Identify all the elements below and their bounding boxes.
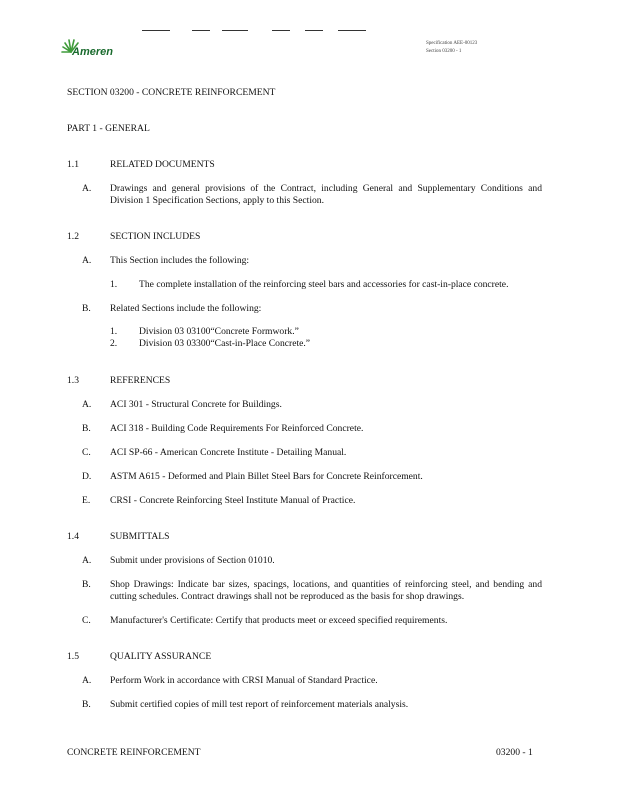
paragraph-letter: B.	[82, 303, 91, 314]
footer-title: CONCRETE REINFORCEMENT	[67, 747, 201, 758]
paragraph-text: Submit certified copies of mill test report of reinforcement materials analysis.	[110, 699, 409, 710]
header-rule	[305, 30, 323, 31]
header-rule	[222, 30, 248, 31]
header-rule	[338, 30, 366, 31]
spec-section-page: Section 03200 - 1	[426, 49, 462, 54]
reference-text: ACI SP-66 - American Concrete Institute - Detailing Manual.	[110, 447, 347, 458]
paragraph-text: Drawings and general provisions of the Contract, including General and Supplementary Conditions and Division 1 Specification Sections, apply to this Section.	[110, 183, 542, 206]
article-title: REFERENCES	[110, 375, 171, 386]
paragraph-letter: B.	[82, 423, 91, 434]
paragraph-text: Manufacturer's Certificate: Certify that products meet or exceed specified requirements.	[110, 615, 448, 626]
paragraph-text: Perform Work in accordance with CRSI Manual of Standard Practice.	[110, 675, 378, 686]
part-heading: PART 1 - GENERAL	[67, 123, 150, 134]
paragraph-letter: A.	[82, 255, 92, 266]
reference-text: ASTM A615 - Deformed and Plain Billet Steel Bars for Concrete Reinforcement.	[110, 471, 423, 482]
paragraph-letter: A.	[82, 183, 92, 194]
subparagraph-text: Division 03 03300“Cast-in-Place Concrete.”	[139, 338, 311, 349]
header-rule	[272, 30, 290, 31]
header-rule	[192, 30, 210, 31]
subparagraph-number: 1.	[110, 326, 118, 337]
article-number: 1.5	[67, 651, 79, 662]
paragraph-text: Submit under provisions of Section 01010.	[110, 555, 275, 566]
paragraph-letter: C.	[82, 447, 91, 458]
article-number: 1.1	[67, 159, 79, 170]
paragraph-letter: A.	[82, 675, 92, 686]
logo-text: Ameren	[72, 46, 113, 58]
article-number: 1.4	[67, 531, 79, 542]
subparagraph-number: 2.	[110, 338, 118, 349]
section-title: SECTION 03200 - CONCRETE REINFORCEMENT	[67, 87, 276, 98]
header-rule	[142, 30, 170, 31]
paragraph-letter: A.	[82, 399, 92, 410]
reference-text: CRSI - Concrete Reinforcing Steel Institute Manual of Practice.	[110, 495, 356, 506]
paragraph-text: Related Sections include the following:	[110, 303, 262, 314]
paragraph-letter: D.	[82, 471, 92, 482]
subparagraph-text: The complete installation of the reinforcing steel bars and accessories for cast-in-place concrete.	[139, 279, 509, 290]
spec-number: Specification AEE-00123	[426, 41, 478, 46]
paragraph-letter: C.	[82, 615, 91, 626]
article-title: SUBMITTALS	[110, 531, 170, 542]
paragraph-letter: B.	[82, 579, 91, 590]
article-number: 1.2	[67, 231, 79, 242]
article-number: 1.3	[67, 375, 79, 386]
article-title: RELATED DOCUMENTS	[110, 159, 215, 170]
paragraph-text: This Section includes the following:	[110, 255, 250, 266]
paragraph-letter: E.	[82, 495, 91, 506]
subparagraph-text: Division 03 03100“Concrete Formwork.”	[139, 326, 299, 337]
reference-text: ACI 301 - Structural Concrete for Buildings.	[110, 399, 282, 410]
subparagraph-number: 1.	[110, 279, 118, 290]
paragraph-letter: B.	[82, 699, 91, 710]
paragraph-text: Shop Drawings: Indicate bar sizes, spacings, locations, and quantities of reinforcing steel, and bending and cutting schedules. Contract drawings shall not be reproduced as the basis for shop drawings.	[110, 579, 542, 602]
article-title: QUALITY ASSURANCE	[110, 651, 212, 662]
footer-page-number: 03200 - 1	[496, 747, 533, 758]
article-title: SECTION INCLUDES	[110, 231, 201, 242]
reference-text: ACI 318 - Building Code Requirements For Reinforced Concrete.	[110, 423, 364, 434]
paragraph-letter: A.	[82, 555, 92, 566]
